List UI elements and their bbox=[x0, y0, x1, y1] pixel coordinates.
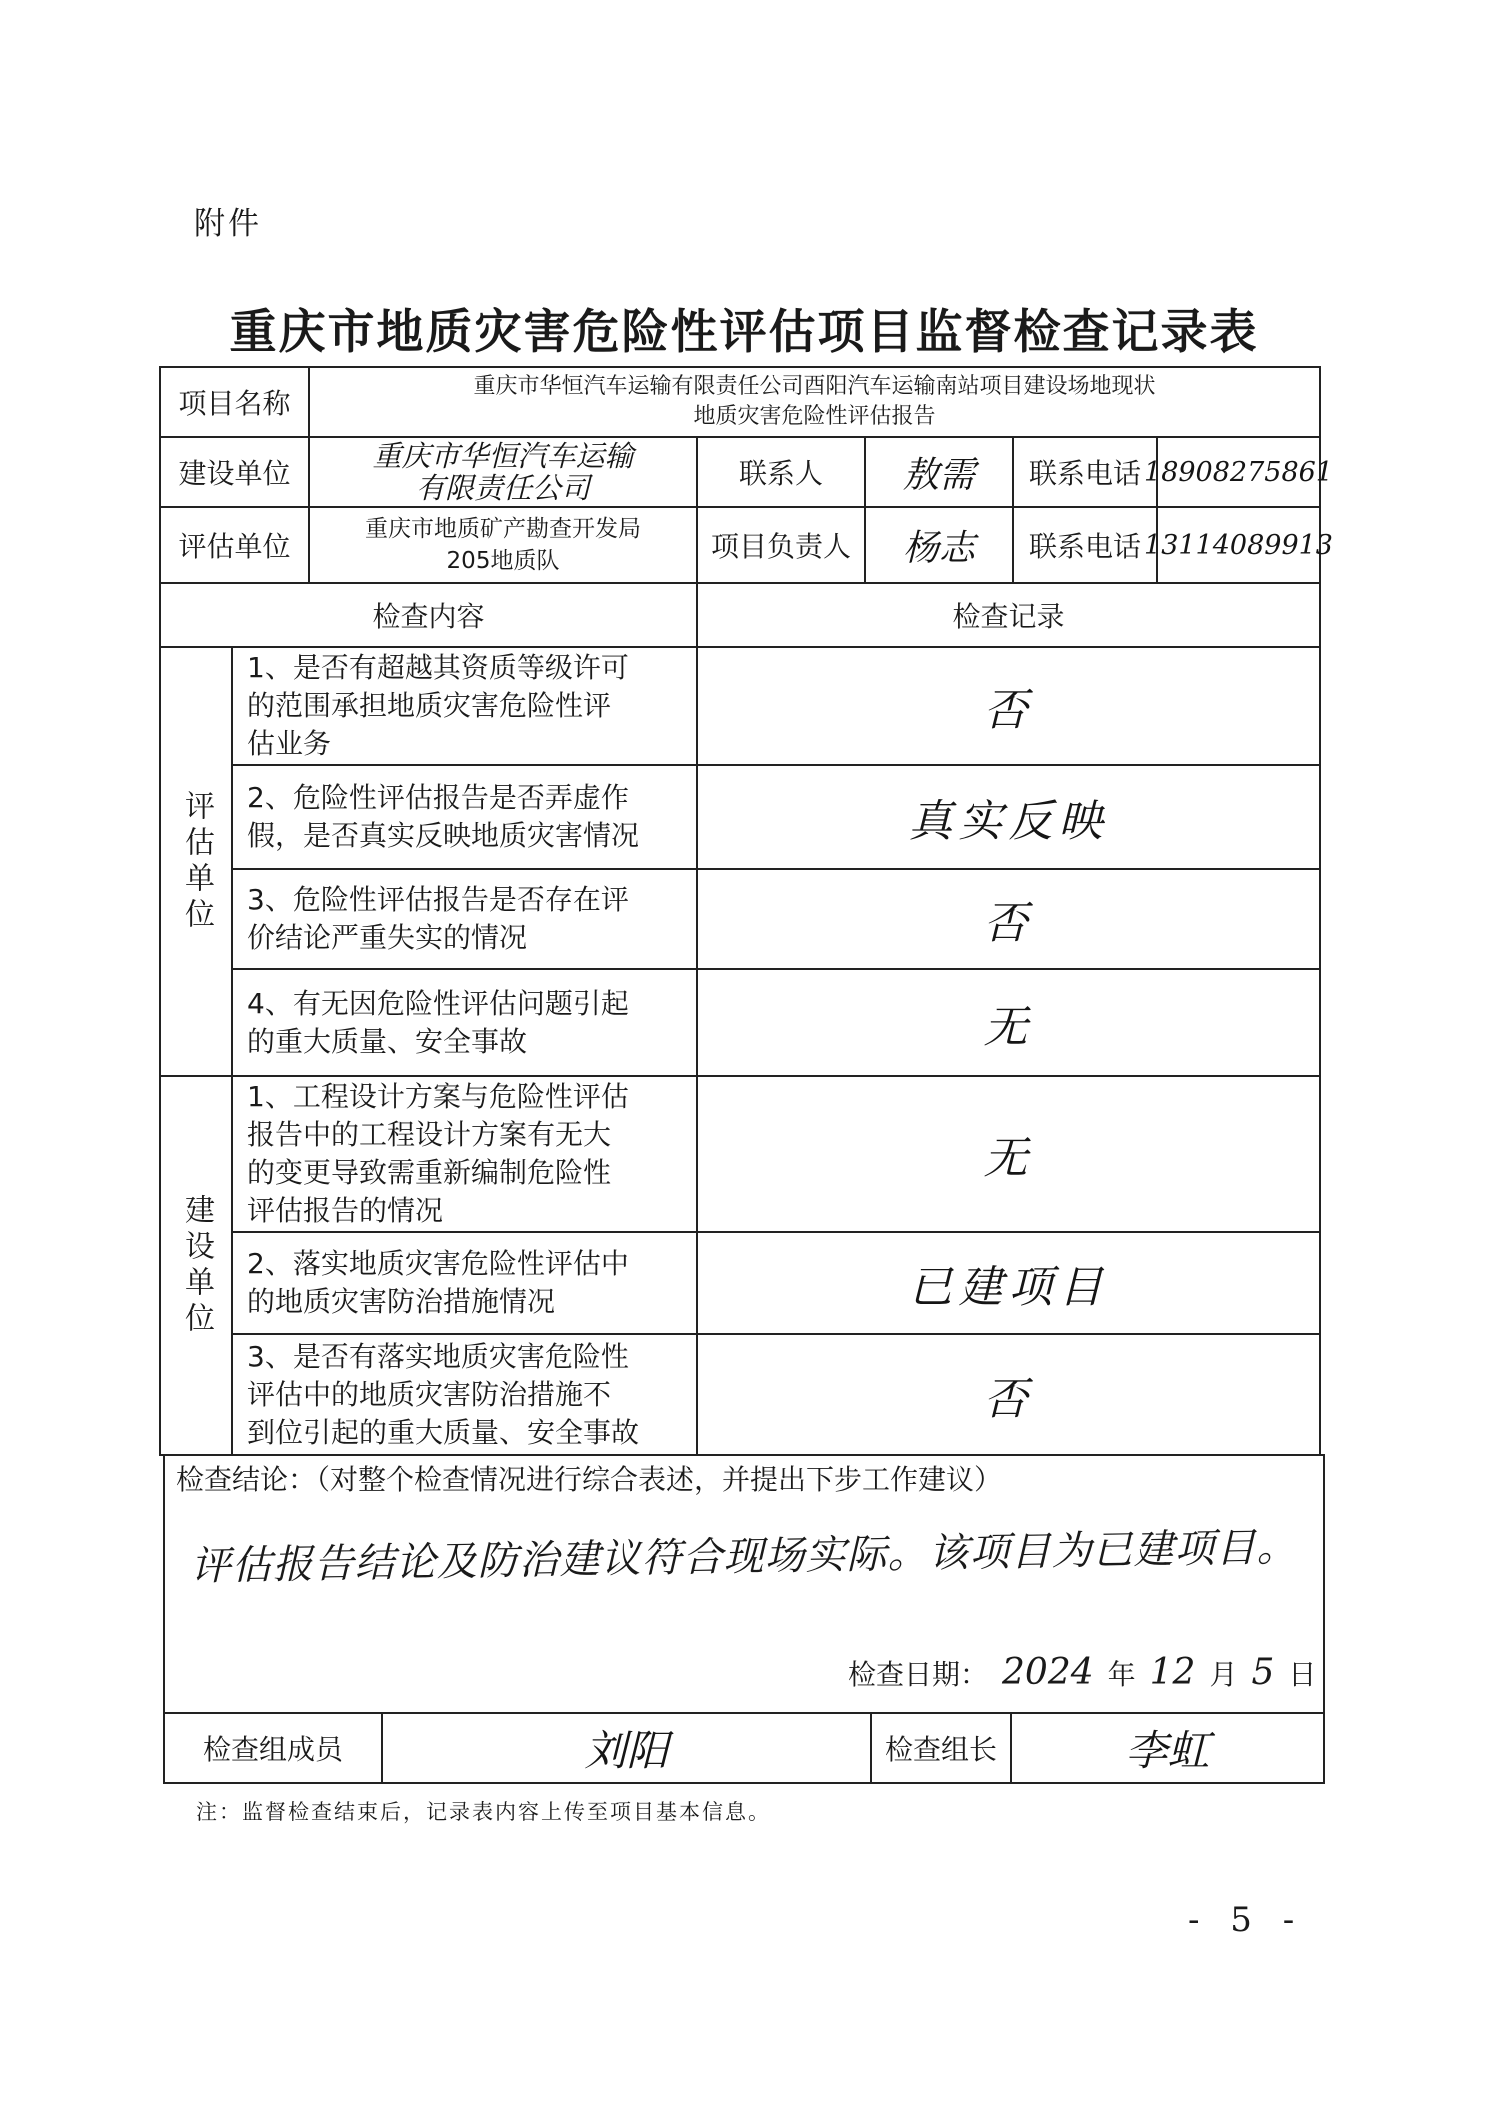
project-name-value bbox=[308, 366, 1321, 438]
assess-item-4-line1: 4、有无因危险性评估问题引起 bbox=[247, 986, 629, 1020]
group-leader-value: 李虹 bbox=[1010, 1712, 1325, 1784]
build-answer-1: 无 bbox=[696, 1075, 1321, 1233]
build-item-1 bbox=[231, 1075, 698, 1233]
build-item-3-line2: 评估中的地质灾害防治措施不 bbox=[247, 1377, 612, 1411]
group-label-build bbox=[159, 1075, 233, 1456]
project-name-label: 项目名称 bbox=[159, 366, 310, 438]
group-label-build-text: 建设单位 bbox=[179, 1193, 214, 1338]
attachment-label: 附件 bbox=[194, 206, 262, 242]
assess-answer-2: 真实反映 bbox=[696, 764, 1321, 870]
assess-item-1-line1: 1、是否有超越其资质等级许可 bbox=[247, 651, 629, 684]
members-label: 检查组成员 bbox=[163, 1712, 383, 1784]
phone-value-1: 18908275861 bbox=[1156, 436, 1321, 508]
assess-answer-1: 否 bbox=[696, 646, 1321, 766]
assess-item-2 bbox=[231, 764, 698, 870]
build-item-3-line1: 3、是否有落实地质灾害危险性 bbox=[247, 1339, 629, 1373]
assess-item-4-line2: 的重大质量、安全事故 bbox=[247, 1024, 528, 1058]
build-item-1-line3: 的变更导致需重新编制危险性 bbox=[247, 1156, 612, 1189]
build-item-2-line2: 的地质灾害防治措施情况 bbox=[247, 1285, 556, 1318]
build-answer-2: 已建项目 bbox=[696, 1231, 1321, 1335]
conclusion-label: 检查结论：（对整个检查情况进行综合表述，并提出下步工作建议） bbox=[176, 1463, 1003, 1496]
phone-value-2: 13114089913 bbox=[1156, 506, 1321, 584]
group-label-assess bbox=[159, 646, 233, 1077]
phone-label-2: 联系电话 bbox=[1012, 506, 1158, 584]
build-item-1-line2: 报告中的工程设计方案有无大 bbox=[247, 1118, 612, 1151]
date-day: 5 bbox=[1251, 1652, 1275, 1693]
assess-answer-3: 否 bbox=[696, 868, 1321, 970]
assess-item-1 bbox=[231, 646, 698, 766]
contact-value: 敖需 bbox=[864, 436, 1014, 508]
year-char: 年 bbox=[1107, 1658, 1136, 1691]
build-item-2 bbox=[231, 1231, 698, 1335]
date-month: 12 bbox=[1149, 1652, 1196, 1693]
assess-unit-line2: 205地质队 bbox=[446, 548, 560, 574]
project-leader-value: 杨志 bbox=[864, 506, 1014, 584]
group-label-assess-text: 评估单位 bbox=[179, 789, 214, 934]
build-item-3-line3: 到位引起的重大质量、安全事故 bbox=[247, 1415, 640, 1449]
date-label: 检查日期： bbox=[848, 1658, 989, 1691]
footer-note: 注：监督检查结束后，记录表内容上传至项目基本信息。 bbox=[196, 1800, 771, 1824]
assess-unit-line1: 重庆市地质矿产勘查开发局 bbox=[365, 516, 641, 542]
date-year: 2024 bbox=[1002, 1652, 1094, 1693]
build-item-1-line4: 评估报告的情况 bbox=[247, 1194, 444, 1227]
assess-item-3-line2: 价结论严重失实的情况 bbox=[247, 921, 528, 954]
content-header: 检查内容 bbox=[159, 582, 698, 648]
conclusion-text: 评估报告结论及防治建议符合现场实际。该项目为已建项目。 bbox=[190, 1524, 1298, 1590]
build-item-3 bbox=[231, 1333, 698, 1456]
construction-unit-value bbox=[308, 436, 698, 508]
record-header: 检查记录 bbox=[696, 582, 1321, 648]
construction-unit-line1: 重庆市华恒汽车运输 bbox=[372, 439, 634, 473]
page-number: - 5 - bbox=[1188, 1900, 1305, 1940]
assess-item-1-line2: 的范围承担地质灾害危险性评 bbox=[247, 689, 612, 722]
build-answer-3: 否 bbox=[696, 1333, 1321, 1456]
assess-item-3-line1: 3、危险性评估报告是否存在评 bbox=[247, 883, 629, 916]
assess-unit-label: 评估单位 bbox=[159, 506, 310, 584]
form-title: 重庆市地质灾害危险性评估项目监督检查记录表 bbox=[229, 305, 1259, 360]
assess-answer-4: 无 bbox=[696, 968, 1321, 1077]
project-leader-label: 项目负责人 bbox=[696, 506, 866, 584]
members-value: 刘阳 bbox=[381, 1712, 872, 1784]
inspection-date bbox=[848, 1652, 1316, 1693]
build-item-2-line1: 2、落实地质灾害危险性评估中 bbox=[247, 1247, 629, 1280]
phone-label-1: 联系电话 bbox=[1012, 436, 1158, 508]
construction-unit-label: 建设单位 bbox=[159, 436, 310, 508]
build-item-1-line1: 1、工程设计方案与危险性评估 bbox=[247, 1080, 629, 1113]
month-char: 月 bbox=[1209, 1658, 1238, 1691]
day-char: 日 bbox=[1288, 1658, 1317, 1691]
assess-item-2-line2: 假，是否真实反映地质灾害情况 bbox=[247, 819, 640, 852]
project-name-line2: 地质灾害危险性评估报告 bbox=[693, 404, 936, 429]
construction-unit-line2: 有限责任公司 bbox=[415, 471, 590, 505]
assess-item-4 bbox=[231, 968, 698, 1077]
assess-unit-value bbox=[308, 506, 698, 584]
group-leader-label: 检查组长 bbox=[870, 1712, 1012, 1784]
assess-item-2-line1: 2、危险性评估报告是否弄虚作 bbox=[247, 781, 629, 814]
project-name-line1: 重庆市华恒汽车运输有限责任公司酉阳汽车运输南站项目建设场地现状 bbox=[473, 374, 1156, 399]
assess-item-1-line3: 估业务 bbox=[247, 727, 332, 760]
contact-label: 联系人 bbox=[696, 436, 866, 508]
assess-item-3 bbox=[231, 868, 698, 970]
